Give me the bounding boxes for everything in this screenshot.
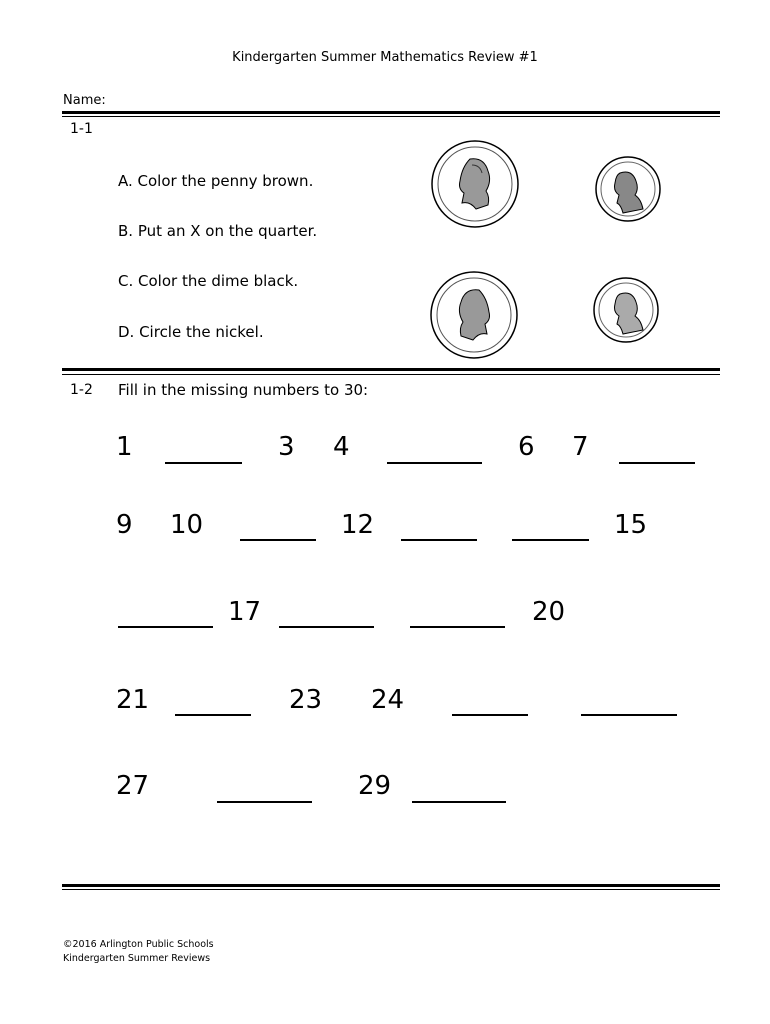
- nickel-icon: [429, 270, 519, 360]
- number: 4: [333, 432, 350, 462]
- number: 23: [289, 685, 323, 715]
- number: 1: [116, 432, 133, 462]
- answer-blank: [165, 462, 242, 464]
- number: 3: [278, 432, 295, 462]
- answer-blank: [452, 714, 528, 716]
- instruction-b: B. Put an X on the quarter.: [118, 222, 318, 240]
- divider: [62, 884, 720, 887]
- instruction-c: C. Color the dime black.: [118, 272, 299, 290]
- number: 9: [116, 510, 133, 540]
- divider: [62, 374, 720, 375]
- section-label: 1-2: [70, 382, 93, 398]
- divider: [62, 889, 720, 890]
- number: 29: [358, 771, 392, 801]
- answer-blank: [581, 714, 677, 716]
- name-label: Name:: [63, 93, 106, 108]
- number: 21: [116, 685, 150, 715]
- quarter-icon: [430, 139, 520, 229]
- answer-blank: [410, 626, 505, 628]
- answer-blank: [512, 539, 589, 541]
- instruction-d: D. Circle the nickel.: [118, 323, 264, 341]
- page-title: Kindergarten Summer Mathematics Review #1: [232, 50, 538, 65]
- number: 10: [170, 510, 204, 540]
- answer-blank: [619, 462, 695, 464]
- divider: [62, 116, 720, 117]
- section-prompt: Fill in the missing numbers to 30:: [118, 381, 369, 399]
- answer-blank: [387, 462, 482, 464]
- answer-blank: [401, 539, 477, 541]
- number: 27: [116, 771, 150, 801]
- answer-blank: [118, 626, 213, 628]
- answer-blank: [279, 626, 374, 628]
- footer-subtitle: Kindergarten Summer Reviews: [63, 953, 211, 964]
- number: 7: [572, 432, 589, 462]
- number: 20: [532, 597, 566, 627]
- answer-blank: [240, 539, 316, 541]
- section-label: 1-1: [70, 121, 93, 137]
- divider: [62, 368, 720, 371]
- number: 24: [371, 685, 405, 715]
- divider: [62, 111, 720, 114]
- answer-blank: [175, 714, 251, 716]
- dime-icon: [592, 276, 660, 344]
- answer-blank: [412, 801, 506, 803]
- number: 12: [341, 510, 375, 540]
- number: 15: [614, 510, 648, 540]
- number: 17: [228, 597, 262, 627]
- instruction-a: A. Color the penny brown.: [118, 172, 314, 190]
- number: 6: [518, 432, 535, 462]
- penny-icon: [594, 155, 662, 223]
- answer-blank: [217, 801, 312, 803]
- footer-copyright: ©2016 Arlington Public Schools: [63, 939, 214, 950]
